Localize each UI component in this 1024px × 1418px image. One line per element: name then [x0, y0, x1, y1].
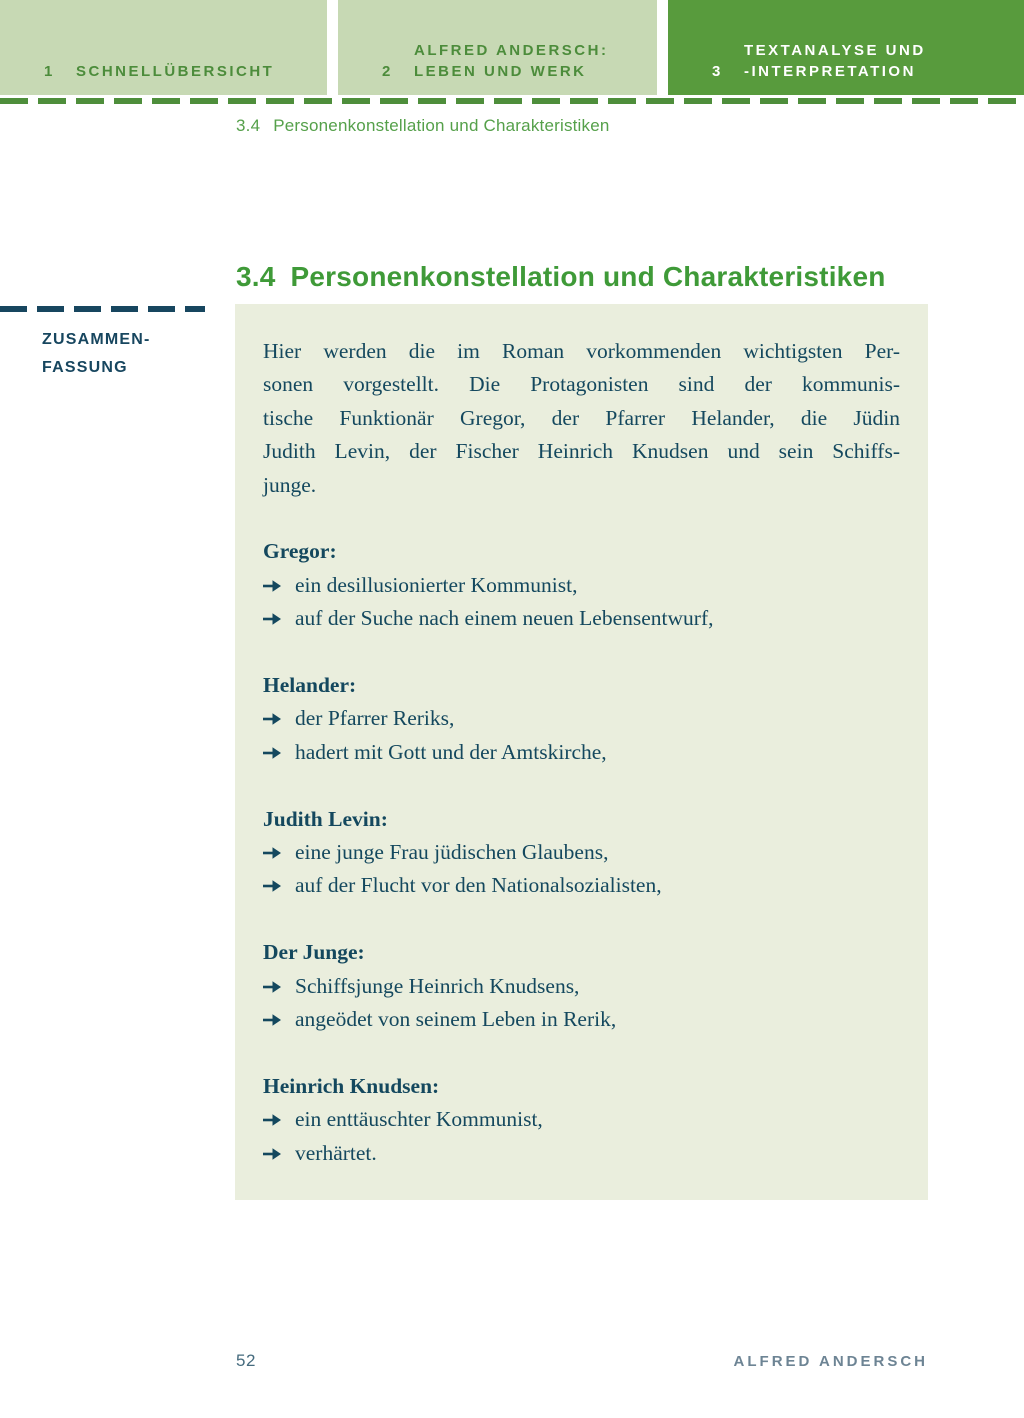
arrow-right-icon [263, 702, 295, 735]
chapter-tabs [0, 0, 1024, 95]
item-text: angeödet von seinem Leben in Rerik, [295, 1007, 617, 1032]
page-number: 52 [236, 1351, 256, 1370]
intro-line: junge. [263, 472, 317, 497]
character-section-helander [263, 669, 900, 769]
intro-line: tische Funktionär Gregor, der Pfarrer Helander, die Jüdin [263, 405, 900, 430]
list-item [263, 1137, 900, 1170]
list-item [263, 1003, 900, 1036]
tab-number: 1 [44, 63, 55, 80]
tab-number: 2 [382, 63, 393, 80]
character-name: Helander: [263, 673, 357, 698]
character-section-judith-levin [263, 803, 900, 903]
tab-schnelluebersicht[interactable] [0, 0, 327, 95]
arrow-right-icon [263, 1137, 295, 1170]
item-text: hadert mit Gott und der Amtskirche, [295, 739, 607, 764]
item-text: ein desillusionierter Kommunist, [295, 572, 578, 597]
intro-line: sonen vorgestellt. Die Protagonisten sind der kommunis- [263, 372, 900, 397]
tab-textanalyse[interactable] [668, 0, 1024, 95]
summary-box [235, 304, 928, 1200]
summary-intro [263, 335, 900, 502]
character-section-heinrich-knudsen [263, 1070, 900, 1170]
intro-line: Hier werden die im Roman vorkommenden wichtigsten Per- [263, 339, 900, 363]
tab-label: ALFRED ANDERSCH: LEBEN UND WERK [414, 42, 609, 80]
tab-label: TEXTANALYSE UND -INTERPRETATION [744, 42, 926, 80]
tab-leben-und-werk[interactable] [338, 0, 657, 95]
tab-number: 3 [712, 63, 723, 80]
list-item [263, 836, 900, 869]
item-text: verhärtet. [295, 1140, 377, 1165]
item-text: ein enttäuschter Kommunist, [295, 1107, 543, 1132]
arrow-right-icon [263, 970, 295, 1003]
list-item [263, 569, 900, 602]
margin-label-zusammenfassung: ZUSAMMEN- FASSUNG [42, 331, 151, 376]
list-item [263, 869, 900, 902]
character-name: Heinrich Knudsen: [263, 1073, 440, 1098]
item-text: der Pfarrer Reriks, [295, 706, 455, 731]
page-title [236, 261, 886, 293]
footer-book-title: ALFRED ANDERSCH [733, 1353, 928, 1370]
arrow-right-icon [263, 1103, 295, 1136]
list-item [263, 702, 900, 735]
item-text: Schiffsjunge Heinrich Knudsens, [295, 973, 580, 998]
breadcrumb-title: Personenkonstellation und Charakteristiken [273, 116, 610, 135]
list-item [263, 970, 900, 1003]
item-text: auf der Suche nach einem neuen Lebensentwurf, [295, 606, 714, 631]
heading-title: Personenkonstellation und Charakteristiken [290, 260, 886, 292]
list-item [263, 1103, 900, 1136]
character-name: Judith Levin: [263, 806, 388, 831]
arrow-right-icon [263, 602, 295, 635]
arrow-right-icon [263, 736, 295, 769]
arrow-right-icon [263, 836, 295, 869]
heading-number: 3.4 [236, 260, 276, 292]
list-item [263, 736, 900, 769]
character-section-der-junge [263, 936, 900, 1036]
intro-line: Judith Levin, der Fischer Heinrich Knudsen und sein Schiffs- [263, 439, 900, 464]
list-item [263, 602, 900, 635]
arrow-right-icon [263, 569, 295, 602]
breadcrumb [236, 116, 610, 136]
breadcrumb-number: 3.4 [236, 116, 261, 135]
arrow-right-icon [263, 869, 295, 902]
character-name: Gregor: [263, 539, 337, 564]
tab-label: SCHNELLÜBERSICHT [76, 63, 275, 80]
green-dashed-separator [0, 98, 1024, 104]
item-text: eine junge Frau jüdischen Glaubens, [295, 840, 609, 865]
navy-dashed-rule [0, 306, 205, 312]
character-section-gregor [263, 535, 900, 635]
arrow-right-icon [263, 1003, 295, 1036]
item-text: auf der Flucht vor den Nationalsozialisten, [295, 873, 662, 898]
character-name: Der Junge: [263, 940, 365, 965]
